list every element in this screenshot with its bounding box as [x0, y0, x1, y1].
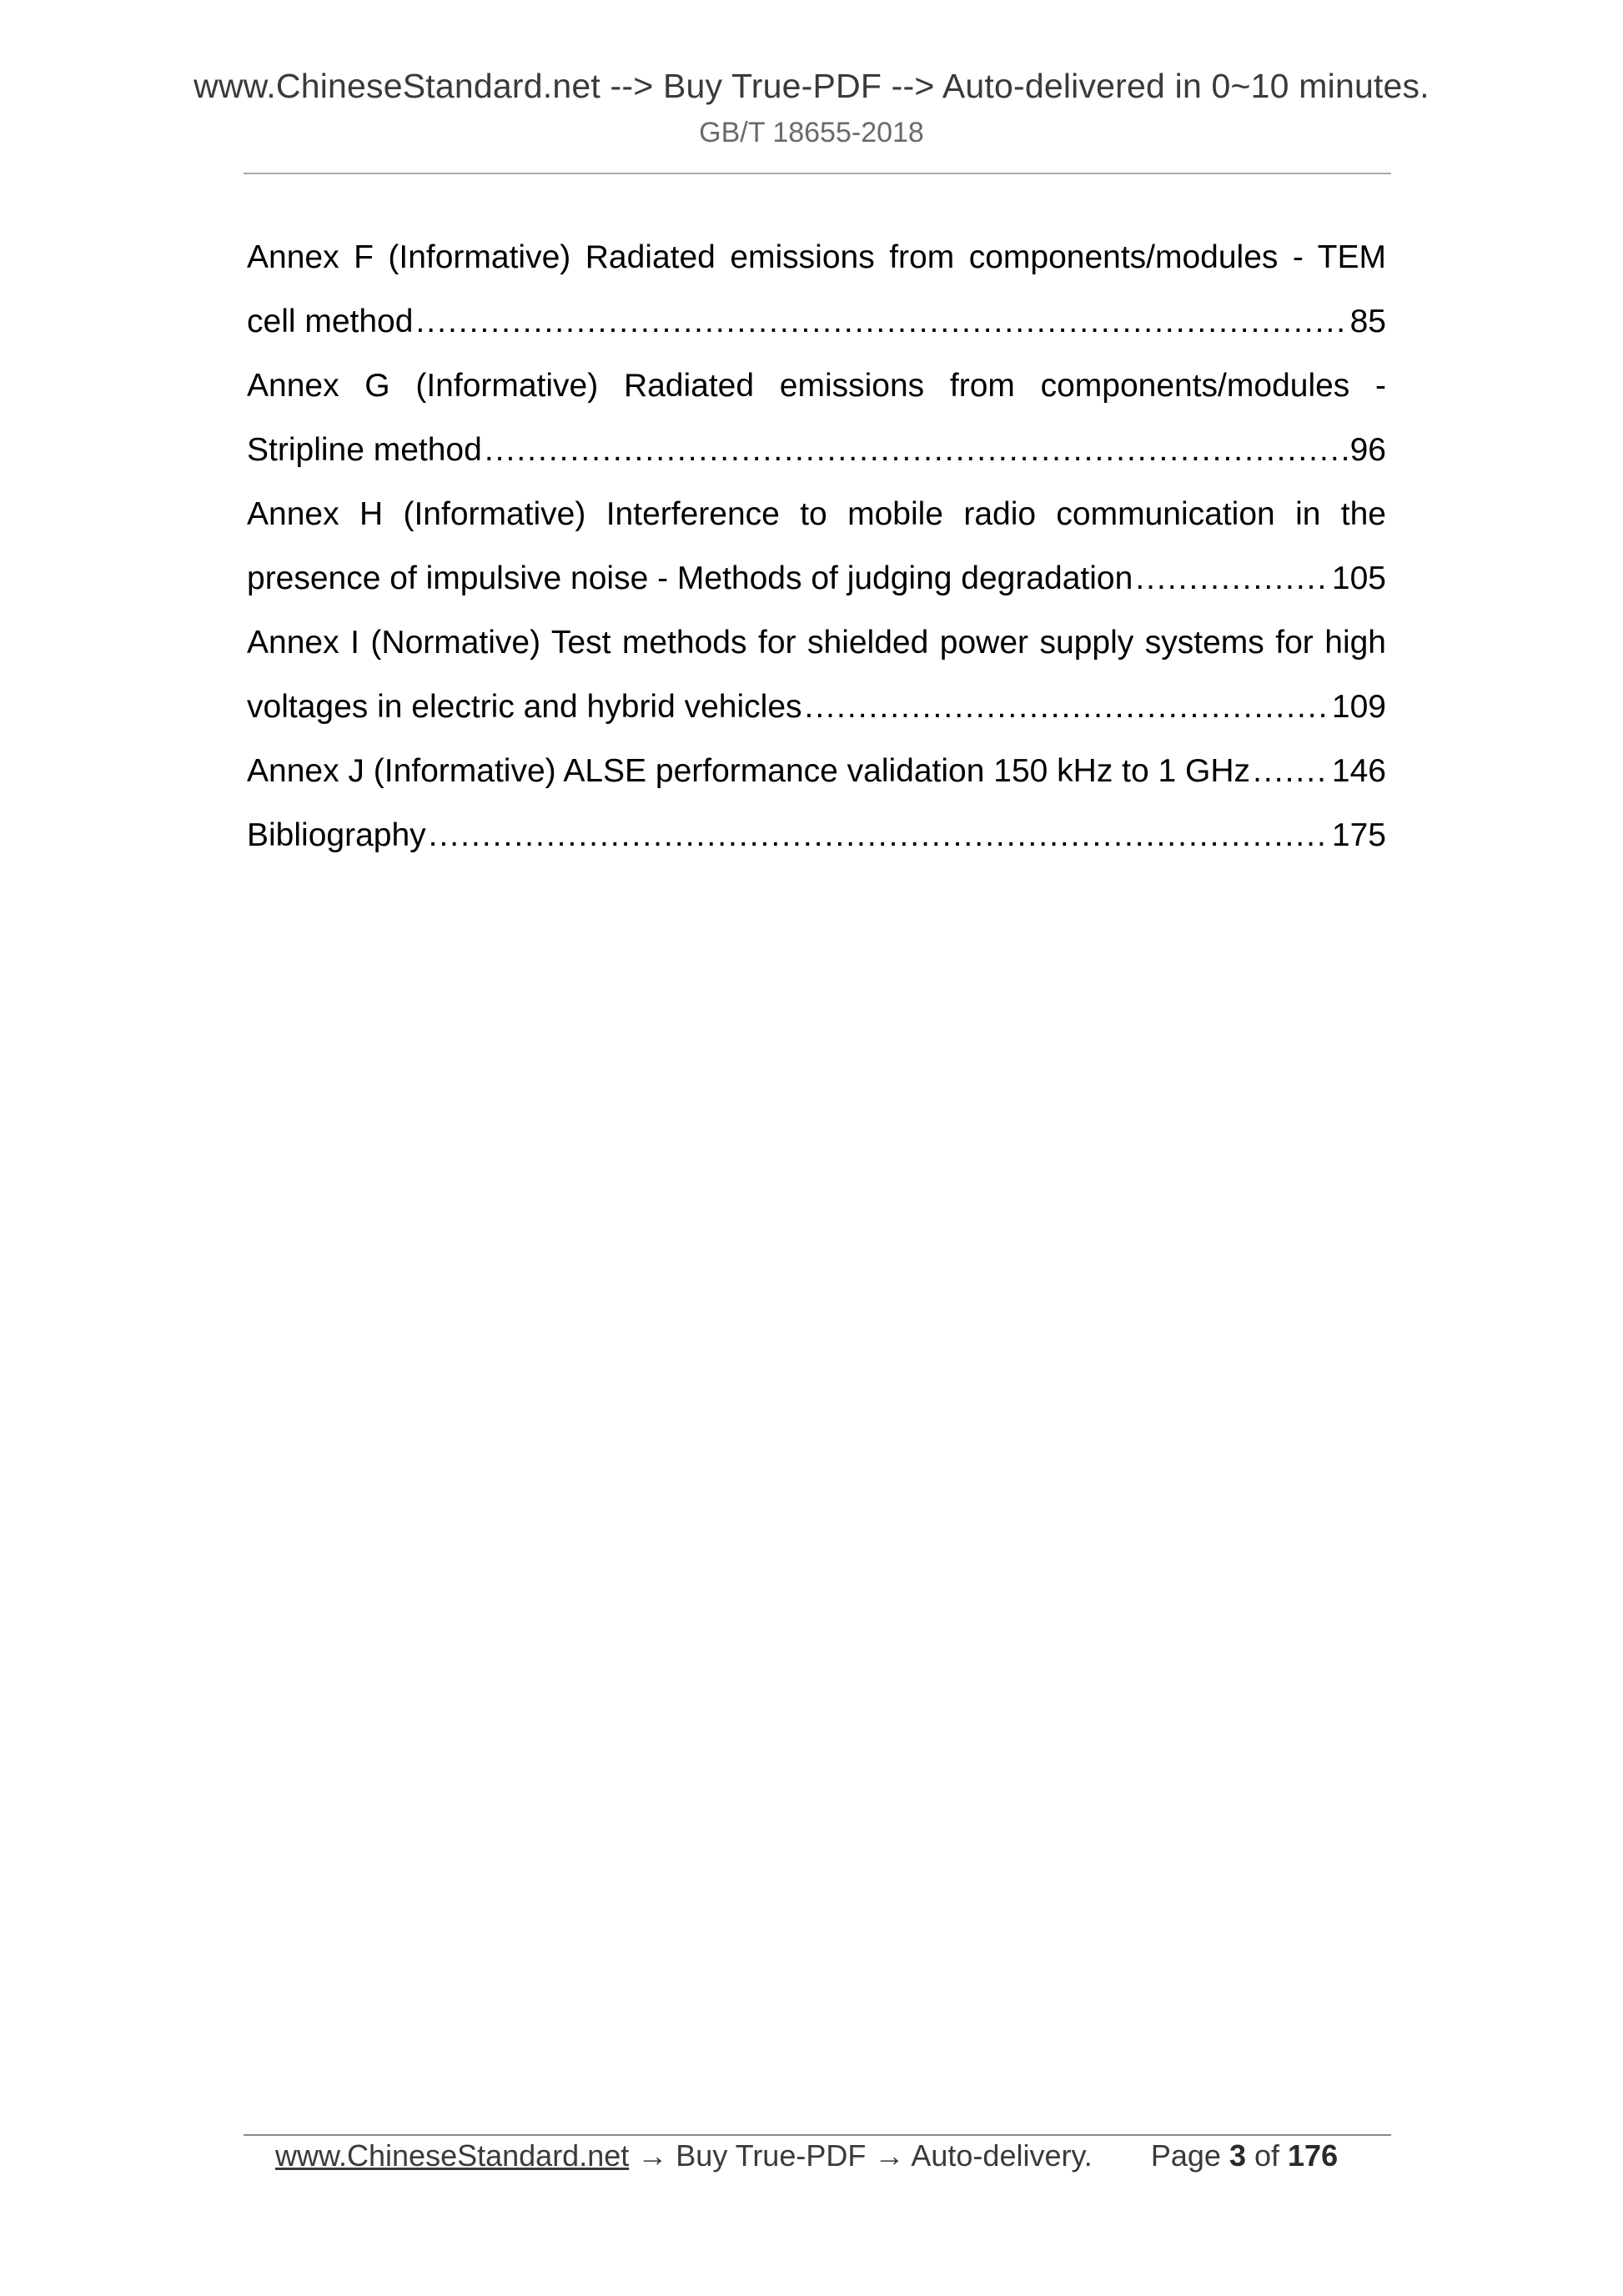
toc-page-number: 85	[1349, 304, 1386, 339]
toc-page-number: 105	[1331, 560, 1386, 596]
footer-delivery-text: Auto-delivery.	[911, 2138, 1093, 2173]
footer-divider	[244, 2134, 1391, 2136]
arrow-right-icon: →	[874, 2138, 905, 2173]
arrow-right-icon: →	[637, 2138, 668, 2173]
toc-dot-leader	[429, 803, 1329, 867]
toc-page-number: 109	[1331, 689, 1386, 725]
header-banner: www.ChineseStandard.net --> Buy True-PDF --> Auto-delivered in 0~10 minutes.	[193, 67, 1430, 105]
page-footer	[275, 2138, 1338, 2173]
toc-entry-title-line: voltages in electric and hybrid vehicles	[247, 689, 802, 725]
toc-entry-title-line: Annex I (Normative) Test methods for shielded power supply systems for high	[247, 625, 1386, 661]
toc-dot-leader	[805, 675, 1329, 739]
toc-entry-title-line: Annex H (Informative) Interference to mobile radio communication in the	[247, 496, 1386, 532]
header-divider	[244, 173, 1391, 174]
toc-entry-annex-j[interactable]	[247, 739, 1386, 803]
toc-entry-title-line: Annex J (Informative) ALSE performance validation 150 kHz to 1 GHz	[247, 753, 1251, 789]
toc-dot-leader	[415, 289, 1347, 354]
toc-entry-annex-i[interactable]	[247, 610, 1386, 739]
toc-dot-leader	[1135, 546, 1329, 610]
footer-page-number: 3	[1229, 2138, 1246, 2173]
footer-total-pages: 176	[1288, 2138, 1339, 2173]
standard-number: GB/T 18655-2018	[699, 117, 924, 148]
toc-entry-annex-h[interactable]	[247, 482, 1386, 610]
toc-entry-annex-g[interactable]	[247, 354, 1386, 482]
footer-of-label: of	[1254, 2138, 1280, 2173]
footer-page-label: Page	[1150, 2138, 1221, 2173]
table-of-contents	[247, 225, 1386, 867]
toc-entry-title-line: Annex G (Informative) Radiated emissions from components/modules -	[247, 368, 1386, 404]
toc-dot-leader	[1253, 739, 1329, 803]
toc-page-number: 146	[1331, 753, 1386, 789]
toc-dot-leader	[485, 418, 1348, 482]
toc-entry-title-line: presence of impulsive noise - Methods of judging degradation	[247, 560, 1133, 596]
footer-buy-text: Buy True-PDF	[676, 2138, 867, 2173]
toc-entry-annex-f[interactable]	[247, 225, 1386, 354]
toc-entry-title-line: Bibliography	[247, 817, 426, 853]
footer-site-link[interactable]: www.ChineseStandard.net	[275, 2138, 630, 2173]
toc-page-number: 96	[1349, 432, 1386, 468]
toc-entry-title-line: Annex F (Informative) Radiated emissions from components/modules - TEM	[247, 239, 1386, 275]
toc-entry-bibliography[interactable]	[247, 803, 1386, 867]
toc-page-number: 175	[1331, 817, 1386, 853]
toc-entry-title-line: cell method	[247, 304, 414, 339]
toc-entry-title-line: Stripline method	[247, 432, 482, 468]
